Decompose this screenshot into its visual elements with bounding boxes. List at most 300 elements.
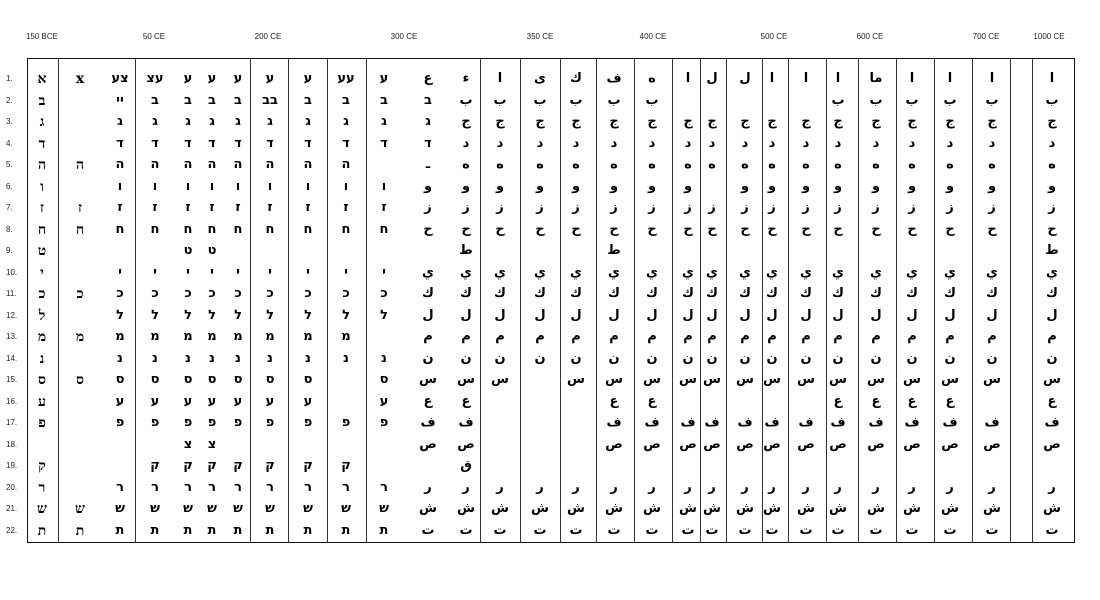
letter-glyph: د [684, 135, 692, 151]
letter-glyph: ل [870, 307, 882, 323]
letter-glyph: ק [207, 458, 217, 473]
letter-glyph: ז [235, 200, 241, 215]
letter-glyph: ك [944, 286, 956, 301]
letter-glyph: ل [534, 307, 546, 323]
letter-glyph: م [740, 329, 750, 344]
letter-glyph: ي [766, 264, 778, 280]
letter-glyph: ד [424, 135, 432, 151]
letter-glyph: ق [460, 458, 472, 473]
letter-glyph: ص [867, 436, 885, 452]
letter-glyph: פ [183, 415, 193, 430]
letter-glyph: ר [234, 479, 242, 495]
letter-glyph: ר [38, 479, 46, 496]
row-number: 17. [6, 418, 18, 427]
letter-glyph: ي [906, 264, 918, 280]
letter-glyph: ج [801, 114, 811, 129]
letter-glyph: פ [115, 415, 125, 430]
letter-glyph: ד [151, 135, 159, 151]
letter-glyph: و [907, 178, 917, 194]
letter-glyph: ب [869, 92, 883, 108]
letter-glyph: ط [459, 243, 473, 258]
letter-glyph: ح [907, 221, 917, 237]
letter-glyph: ن [608, 350, 620, 366]
letter-glyph: ف [942, 415, 958, 430]
letter-glyph: נ [381, 350, 387, 366]
letter-glyph: ק [265, 458, 275, 473]
letter-glyph: ד [38, 135, 46, 152]
letter-glyph: ז [117, 200, 123, 215]
letter-glyph: ع [647, 393, 657, 409]
letter-glyph: ח [233, 221, 243, 237]
letter-glyph: ג [305, 114, 311, 129]
letter-glyph: ד [116, 135, 124, 151]
letter-glyph: ו [235, 178, 241, 194]
letter-glyph: ط [607, 243, 621, 258]
row-number: 2. [6, 95, 13, 105]
letter-glyph: ح [707, 221, 717, 237]
letter-glyph: ص [679, 436, 697, 452]
letter-glyph: م [907, 329, 917, 344]
letter-glyph: و [423, 178, 433, 194]
letter-glyph: م [461, 329, 471, 344]
letter-glyph: ز [908, 200, 916, 215]
letter-glyph: ل [422, 307, 434, 323]
letter-glyph: ת [303, 522, 313, 538]
letter-glyph: ع [833, 393, 843, 409]
letter-glyph: פ [303, 415, 313, 430]
letter-glyph: س [567, 372, 585, 387]
letter-glyph: س [643, 372, 661, 387]
letter-glyph: ي [944, 264, 956, 280]
column-separator [288, 58, 289, 543]
letter-glyph: מ [341, 329, 351, 344]
letter-glyph: ر [741, 479, 749, 495]
letter-glyph: פ [379, 415, 389, 430]
letter-glyph: ا [989, 71, 995, 86]
letter-glyph: ע [207, 393, 217, 409]
letter-glyph: ג [235, 114, 241, 129]
letter-glyph: ד [304, 135, 312, 151]
letter-glyph: د [1048, 135, 1056, 151]
letter-glyph: ل [832, 307, 844, 323]
letter-glyph: ح [833, 221, 843, 237]
letter-glyph: ز [648, 200, 656, 215]
letter-glyph: ل [800, 307, 812, 323]
letter-glyph: ن [766, 350, 778, 366]
letter-glyph: ك [460, 286, 472, 301]
letter-glyph: ר [342, 479, 350, 495]
letter-glyph: ש [379, 501, 389, 516]
column-separator [762, 58, 763, 543]
letter-glyph: ح [461, 221, 471, 237]
column-separator [700, 58, 701, 543]
letter-glyph: כ [116, 286, 124, 301]
letter-glyph: ר [380, 479, 388, 495]
letter-glyph: ع [423, 71, 433, 86]
letter-glyph: ي [832, 264, 844, 280]
letter-glyph: ش [679, 501, 697, 516]
letter-glyph: ב [184, 92, 192, 108]
letter-glyph: ح [495, 221, 505, 237]
letter-glyph: ي [800, 264, 812, 280]
letter-glyph: ג [39, 114, 45, 130]
letter-glyph: ي [1046, 264, 1058, 280]
letter-glyph: ج [535, 114, 545, 129]
letter-glyph: ص [605, 436, 623, 452]
letter-glyph: כ [234, 286, 242, 301]
letter-glyph: و [767, 178, 777, 194]
letter-glyph: س [679, 372, 697, 387]
letter-glyph: ס [379, 372, 389, 387]
letter-glyph: ل [906, 307, 918, 323]
letter-glyph: ש [183, 501, 193, 516]
letter-glyph: ح [535, 221, 545, 237]
letter-glyph: ر [496, 479, 504, 495]
letter-glyph: د [572, 135, 580, 151]
letter-glyph: ه [648, 157, 656, 172]
letter-glyph: ג [381, 114, 387, 129]
letter-glyph: ع [907, 393, 917, 409]
column-separator [1010, 58, 1011, 543]
letter-glyph: ע [265, 71, 275, 86]
row-number: 7. [6, 203, 13, 212]
letter-glyph: ل [766, 307, 778, 323]
date-label-500ce: 500 CE [760, 32, 788, 41]
letter-glyph: ג [267, 114, 273, 129]
letter-glyph: ع [609, 393, 619, 409]
letter-glyph: ج [683, 114, 693, 129]
letter-glyph: ح [740, 221, 750, 237]
letter-glyph: ج [833, 114, 843, 129]
letter-glyph: ת [75, 522, 85, 539]
letter-glyph: ف [420, 415, 436, 430]
letter-glyph: א [37, 71, 47, 87]
letter-glyph: ف [1044, 415, 1060, 430]
letter-glyph: ه [946, 157, 954, 172]
letter-glyph: ن [944, 350, 956, 366]
date-label-600ce: 600 CE [856, 32, 884, 41]
row-number: 15. [6, 375, 18, 384]
letter-glyph: ו [152, 178, 158, 194]
letter-glyph: ج [461, 114, 471, 129]
letter-glyph: פ [38, 415, 46, 431]
letter-glyph: ي [986, 264, 998, 280]
letter-glyph: ت [905, 522, 919, 538]
letter-glyph: م [423, 329, 433, 344]
letter-glyph: ن [1046, 350, 1058, 366]
letter-glyph: ش [763, 501, 781, 516]
letter-glyph: ب [459, 92, 473, 108]
letter-glyph: و [495, 178, 505, 194]
letter-glyph: ك [570, 71, 582, 86]
letter-glyph: ج [495, 114, 505, 129]
letter-glyph: ز [872, 200, 880, 215]
letter-glyph: ז [267, 200, 273, 215]
letter-glyph: ז [152, 200, 158, 215]
letter-glyph: ت [645, 522, 659, 538]
letter-glyph: ا [497, 71, 503, 86]
letter-glyph: נ [235, 350, 241, 366]
letter-glyph: ل [1046, 307, 1058, 323]
column-separator [788, 58, 789, 543]
letter-glyph: ע [379, 71, 389, 86]
letter-glyph: ע [150, 393, 160, 409]
date-label-150bce: 150 BCE [25, 32, 59, 41]
letter-glyph: ن [800, 350, 812, 366]
letter-glyph: س [797, 372, 815, 387]
letter-glyph: ش [531, 501, 549, 516]
letter-glyph: ز [462, 200, 470, 215]
letter-glyph: د [536, 135, 544, 151]
letter-glyph: ر [946, 479, 954, 495]
letter-glyph: ز [1048, 200, 1056, 215]
letter-glyph: ص [903, 436, 921, 452]
letter-glyph: ن [460, 350, 472, 366]
letter-glyph: ت [681, 522, 695, 538]
date-label-300ce: 300 CE [390, 32, 418, 41]
letter-glyph: ح [609, 221, 619, 237]
letter-glyph: ر [988, 479, 996, 495]
date-label-700ce: 700 CE [972, 32, 1000, 41]
letter-glyph: כ [38, 286, 46, 302]
letter-glyph: ت [607, 522, 621, 538]
letter-glyph: ش [457, 501, 475, 516]
letter-glyph: ي [646, 264, 658, 280]
letter-glyph: ה [75, 157, 85, 173]
column-separator [520, 58, 521, 543]
letter-glyph: ع [461, 393, 471, 409]
letter-glyph: ج [767, 114, 777, 129]
letter-glyph: ل [608, 307, 620, 323]
letter-glyph: م [987, 329, 997, 344]
letter-glyph: س [605, 372, 623, 387]
column-separator [58, 58, 59, 543]
letter-glyph: د [462, 135, 470, 151]
row-number: 3. [6, 117, 13, 126]
letter-glyph: ל [266, 307, 274, 323]
letter-glyph: ע [183, 393, 193, 409]
letter-glyph: נ [117, 350, 123, 366]
letter-glyph: ص [643, 436, 661, 452]
letter-glyph: ת [341, 522, 351, 538]
letter-glyph: ل [646, 307, 658, 323]
letter-glyph: ت [421, 522, 435, 538]
letter-glyph: ج [647, 114, 657, 129]
letter-glyph: נ [39, 350, 45, 367]
letter-glyph: ز [834, 200, 842, 215]
letter-glyph: ل [706, 71, 718, 86]
letter-glyph: פ [207, 415, 217, 430]
letter-glyph: ק [38, 458, 46, 474]
letter-glyph: ה [303, 157, 313, 172]
letter-glyph: ف [606, 415, 622, 430]
letter-glyph: ي [494, 264, 506, 280]
letter-glyph: כ [266, 286, 274, 301]
letter-glyph: و [647, 178, 657, 194]
letter-glyph: ח [183, 221, 193, 237]
letter-glyph: ש [75, 501, 85, 517]
letter-glyph: و [1047, 178, 1057, 194]
letter-glyph: ي [706, 264, 718, 280]
letter-glyph: מ [233, 329, 243, 344]
letter-glyph: י [118, 264, 122, 280]
letter-glyph: م [945, 329, 955, 344]
letter-glyph: ت [799, 522, 813, 538]
column-separator [826, 58, 827, 543]
letter-glyph: ק [233, 458, 243, 473]
letter-glyph: ה [183, 157, 193, 172]
letter-glyph: م [647, 329, 657, 344]
letter-glyph: ه [572, 157, 580, 172]
letter-glyph: מ [115, 329, 125, 344]
column-separator [327, 58, 328, 543]
letter-glyph: ش [1043, 501, 1061, 516]
letter-glyph: م [1047, 329, 1057, 344]
letter-glyph: כ [208, 286, 216, 301]
letter-glyph: ה [341, 157, 351, 172]
letter-glyph: נ [152, 350, 158, 366]
row-number: 11. [6, 289, 17, 298]
letter-glyph: כ [151, 286, 159, 301]
letter-glyph: ر [572, 479, 580, 495]
letter-glyph: ء [462, 71, 470, 86]
letter-glyph: ל [234, 307, 242, 323]
letter-glyph: ק [183, 458, 193, 473]
letter-glyph: ع [1047, 393, 1057, 409]
letter-glyph: ر [536, 479, 544, 495]
column-separator [672, 58, 673, 543]
letter-glyph: ש [303, 501, 313, 516]
letter-glyph: נ [267, 350, 273, 366]
letter-glyph: ز [802, 200, 810, 215]
letter-glyph: ل [944, 307, 956, 323]
letter-glyph: ي [870, 264, 882, 280]
letter-glyph: س [983, 372, 1001, 387]
date-axis [0, 32, 1100, 46]
row-number: 6. [6, 181, 13, 191]
letter-glyph: د [802, 135, 810, 151]
letter-glyph: ك [800, 286, 812, 301]
letter-glyph: ا [947, 71, 953, 86]
letter-glyph: ك [706, 286, 718, 301]
letter-glyph: ف [644, 415, 660, 430]
letter-glyph: י [306, 264, 310, 280]
row-number: 20. [6, 482, 18, 492]
letter-glyph: س [736, 372, 754, 387]
letter-glyph: ش [983, 501, 1001, 516]
letter-glyph: ك [832, 286, 844, 301]
letter-glyph: ח [37, 221, 47, 238]
letter-glyph: ט [183, 243, 193, 258]
letter-glyph: ك [906, 286, 918, 301]
letter-glyph: ל [380, 307, 388, 323]
letter-glyph: נ [305, 350, 311, 366]
letter-glyph: ה [115, 157, 125, 172]
letter-glyph: ר [266, 479, 274, 495]
letter-glyph: ف [764, 415, 780, 430]
letter-glyph: י [153, 264, 157, 280]
letter-glyph: פ [341, 415, 351, 430]
letter-glyph: ب [645, 92, 659, 108]
letter-glyph: س [829, 372, 847, 387]
letter-glyph: מ [207, 329, 217, 344]
letter-glyph: ח [341, 221, 351, 237]
letter-glyph: ج [707, 114, 717, 129]
letter-glyph: מ [37, 329, 47, 345]
letter-glyph: ر [834, 479, 842, 495]
letter-glyph: נ [185, 350, 191, 366]
letter-glyph: י [210, 264, 214, 280]
letter-glyph: מ [183, 329, 193, 344]
letter-glyph: ر [462, 479, 470, 495]
letter-glyph: ه [462, 157, 470, 172]
letter-glyph: س [941, 372, 959, 387]
letter-glyph: כ [380, 286, 388, 301]
letter-glyph: ح [647, 221, 657, 237]
letter-glyph: ת [37, 522, 47, 539]
letter-glyph: ح [423, 221, 433, 237]
letter-glyph: ن [570, 350, 582, 366]
letter-glyph: ו [117, 178, 123, 194]
letter-glyph: ي [460, 264, 472, 280]
letter-glyph: מ [75, 329, 85, 345]
letter-glyph: ז [209, 200, 215, 215]
letter-glyph: ف [704, 415, 720, 430]
letter-glyph: ט [37, 243, 47, 259]
letter-glyph: م [683, 329, 693, 344]
letter-glyph: ه [536, 157, 544, 172]
letter-glyph: ע [207, 71, 217, 86]
letter-glyph: פ [265, 415, 275, 430]
letter-glyph: ا [769, 71, 775, 86]
letter-glyph: ק [341, 458, 351, 473]
letter-glyph: و [871, 178, 881, 194]
letter-glyph: ت [533, 522, 547, 538]
letter-glyph: ج [987, 114, 997, 129]
letter-glyph: ה [233, 157, 243, 172]
letter-glyph: ل [460, 307, 472, 323]
letter-glyph: ג [152, 114, 158, 129]
letter-glyph: ע [233, 393, 243, 409]
letter-glyph: ب [831, 92, 845, 108]
letter-glyph: ر [768, 479, 776, 495]
letter-glyph: ה [37, 157, 47, 173]
letter-glyph: ص [983, 436, 1001, 452]
letter-glyph: ه [684, 157, 692, 172]
letter-glyph: س [763, 372, 781, 387]
letter-glyph: ر [424, 479, 432, 495]
letter-glyph: צע [111, 71, 129, 86]
letter-glyph: ك [534, 286, 546, 301]
letter-glyph: ب [493, 92, 507, 108]
letter-glyph: ג [209, 114, 215, 129]
letter-glyph: ה [150, 157, 160, 172]
letter-glyph: ה [265, 157, 275, 172]
letter-glyph: ב [151, 92, 159, 108]
letter-glyph: ه [1048, 157, 1056, 172]
letter-glyph: ك [766, 286, 778, 301]
letter-glyph: ס [150, 372, 160, 387]
letter-glyph: ז [343, 200, 349, 215]
letter-glyph: ه [496, 157, 504, 172]
letter-glyph: ص [703, 436, 721, 452]
letter-glyph: ه [708, 157, 716, 172]
letter-glyph: ל [184, 307, 192, 323]
letter-glyph: ص [736, 436, 754, 452]
letter-glyph: ח [115, 221, 125, 237]
letter-glyph: ת [233, 522, 243, 538]
letter-glyph: و [571, 178, 581, 194]
